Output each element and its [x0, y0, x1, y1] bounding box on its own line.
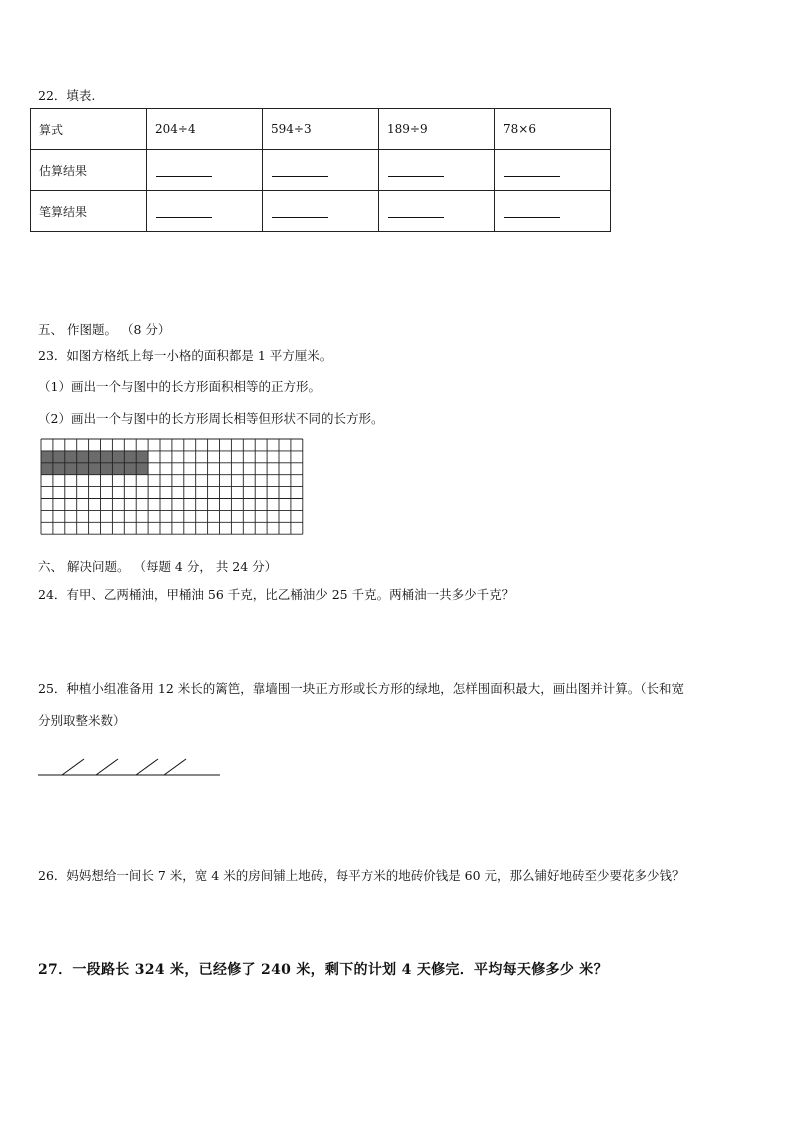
section6-heading: 六、 解决问题。 （每题 4 分， 共 24 分） — [38, 559, 278, 574]
square-grid[interactable] — [40, 438, 304, 544]
table-header-cell: 204÷4 — [147, 109, 263, 150]
answer-blank-cell[interactable] — [495, 150, 611, 191]
wall-hatch — [136, 759, 158, 775]
section5-heading: 五、 作图题。 （8 分） — [38, 322, 171, 337]
table-header-cell: 189÷9 — [379, 109, 495, 150]
answer-blank[interactable] — [272, 201, 328, 218]
wall-hatch — [164, 759, 186, 775]
answer-blank-cell[interactable] — [263, 150, 379, 191]
table-header-cell: 594÷3 — [263, 109, 379, 150]
q25-line1: 25．种植小组准备用 12 米长的篱笆，靠墙围一块正方形或长方形的绿地，怎样围面积最大，画出图并计算。（长和宽 — [38, 681, 685, 696]
answer-blank[interactable] — [388, 201, 444, 218]
answer-blank-cell[interactable] — [147, 191, 263, 232]
wall-hatch — [96, 759, 118, 775]
table-row — [31, 150, 611, 191]
answer-blank-cell[interactable] — [379, 191, 495, 232]
q27-text: 27．一段路长 324 米，已经修了 240 米，剩下的计划 4 天修完．平均每天修多少 米？ — [38, 962, 608, 978]
q23-part1: （1）画出一个与图中的长方形面积相等的正方形。 — [38, 379, 321, 394]
calc-table — [30, 108, 611, 232]
table-header-cell: 78×6 — [495, 109, 611, 150]
answer-blank-cell[interactable] — [147, 150, 263, 191]
answer-blank[interactable] — [156, 160, 212, 177]
table-header-row — [31, 109, 611, 150]
q23-part2: （2）画出一个与图中的长方形周长相等但形状不同的长方形。 — [38, 411, 384, 426]
q26-text: 26．妈妈想给一间长 7 米，宽 4 米的房间铺上地砖，每平方米的地砖价钱是 60 元，那么铺好地砖至少要花多少钱？ — [38, 868, 685, 883]
wall-diagram — [36, 755, 226, 779]
answer-blank[interactable] — [156, 201, 212, 218]
table-row — [31, 191, 611, 232]
answer-blank[interactable] — [388, 160, 444, 177]
row-label: 笔算结果 — [31, 191, 147, 232]
q23-title: 23．如图方格纸上每一小格的面积都是 1 平方厘米。 — [38, 348, 333, 363]
answer-blank[interactable] — [272, 160, 328, 177]
q22-title: 22．填表. — [38, 88, 96, 103]
answer-blank-cell[interactable] — [495, 191, 611, 232]
answer-blank-cell[interactable] — [263, 191, 379, 232]
table-header-cell: 算式 — [31, 109, 147, 150]
answer-blank[interactable] — [504, 160, 560, 177]
q25-line2: 分别取整米数） — [38, 713, 126, 728]
wall-hatch — [62, 759, 84, 775]
answer-blank-cell[interactable] — [379, 150, 495, 191]
answer-blank[interactable] — [504, 201, 560, 218]
q24-text: 24．有甲、乙两桶油，甲桶油 56 千克，比乙桶油少 25 千克。两桶油一共多少千克？ — [38, 587, 515, 602]
row-label: 估算结果 — [31, 150, 147, 191]
